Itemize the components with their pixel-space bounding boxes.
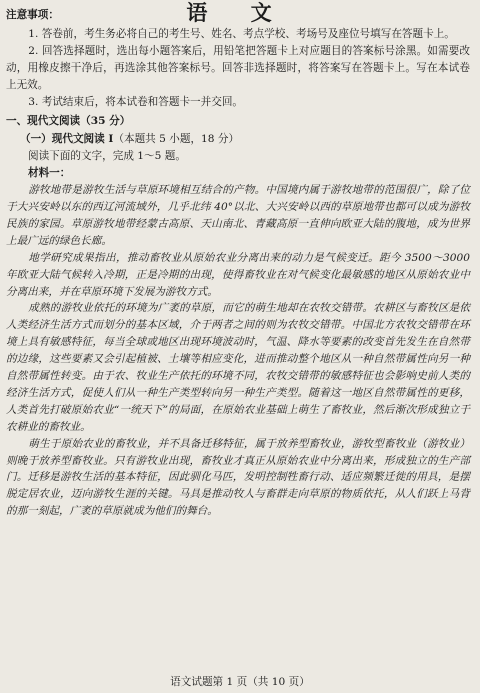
sub-section-heading [20,131,470,148]
notice-item-3: 3. 考试结束后，将本试卷和答题卡一并交回。 [28,95,244,108]
material-label: 材料一： [28,167,71,180]
passage-paragraph-4: 萌生于原始农业的畜牧业，并不具备迁移特征，属于放养型畜牧业，游牧型畜牧业（游牧业）则晚于放养型畜牧业。只有游牧业出现，畜牧业才真正从原始农业中分离出来，形成独立的生产部门。迁移是游牧生活的基本特征，因此驯化马匹，发明控制牲畜行动、适应频繁迁徙的用具，是摆脱定居农业，迈向游牧生涯的关键。马具是推动牧人与畜群走向草原的物质依托，从人们跃上马背的那一刻起，广袤的草原就成为他们的舞台。 [6,437,470,518]
reading-instruction: 阅读下面的文字，完成 1～5 题。 [28,150,186,163]
passage-paragraph-2: 地学研究成果指出，推动畜牧业从原始农业分离出来的动力是气候变迁。距今 3500～3000 年欧亚大陆气候转入冷期，正是冷期的出现，使得畜牧业在对气候变化最敏感的地区从原始农业中分离出来，并在草原环境下发展为游牧方式。 [6,251,470,298]
sub-section-title: （一）现代文阅读 I [20,133,114,146]
sub-section-note: （本题共 5 小题，18 分） [113,133,240,146]
passage-paragraph-1: 游牧地带是游牧生活与草原环境相互结合的产物。中国境内属于游牧地带的范围很广，除了位于大兴安岭以东的西辽河流域外，几乎北纬 40°以北、大兴安岭以西的草原地带也都可以成为游牧民族的家园。草原游牧地带经蒙古高原、天山南北、青藏高原一直伸向欧亚大陆的腹地，成为世界上最广远的绿色长廊。 [6,184,470,247]
section-heading: 一、现代文阅读（35 分） [6,115,131,128]
page-footer: 语文试题第 1 页（共 10 页） [170,676,310,689]
notice-item-2: 2. 回答选择题时，选出每小题答案后，用铅笔把答题卡上对应题目的答案标号涂黑。如需要改动，用橡皮擦干净后，再选涂其他答案标号。回答非选择题时，将答案写在答题卡上。写在本试卷上无效。 [6,44,470,91]
page-title: 语 文 [186,0,290,25]
notice-heading: 注意事项： [6,9,59,21]
notice-item-1: 1. 答卷前，考生务必将自己的考生号、姓名、考点学校、考场号及座位号填写在答题卡上。 [28,27,455,40]
passage-paragraph-3: 成熟的游牧业依托的环境为广袤的草原，而它的萌生地却在农牧交错带。农耕区与畜牧区是依人类经济生活方式而划分的基本区域，介于两者之间的则为农牧交错带。中国北方农牧交错带在环境上具有敏感特征，每当全球或地区出现环境波动时，气温、降水等要素的改变首先发生在自然带的边缘，这些要素又会引起植被、土壤等相应变化，进而推动整个地区从一种自然带属性向另一种自然带属性转变。由于农、牧业生产依托的环境不同，农牧交错带的敏感特征也会影响史前人类的经济生活方式，促使人们从一种生产类型转向另一种生产类型。随着这一地区自然带属性的更移，人类首先打破原始农业“一统天下”的局面，在原始农业基础上萌生了畜牧业，然后渐次形成独立于农耕业的畜牧业。 [6,302,470,433]
